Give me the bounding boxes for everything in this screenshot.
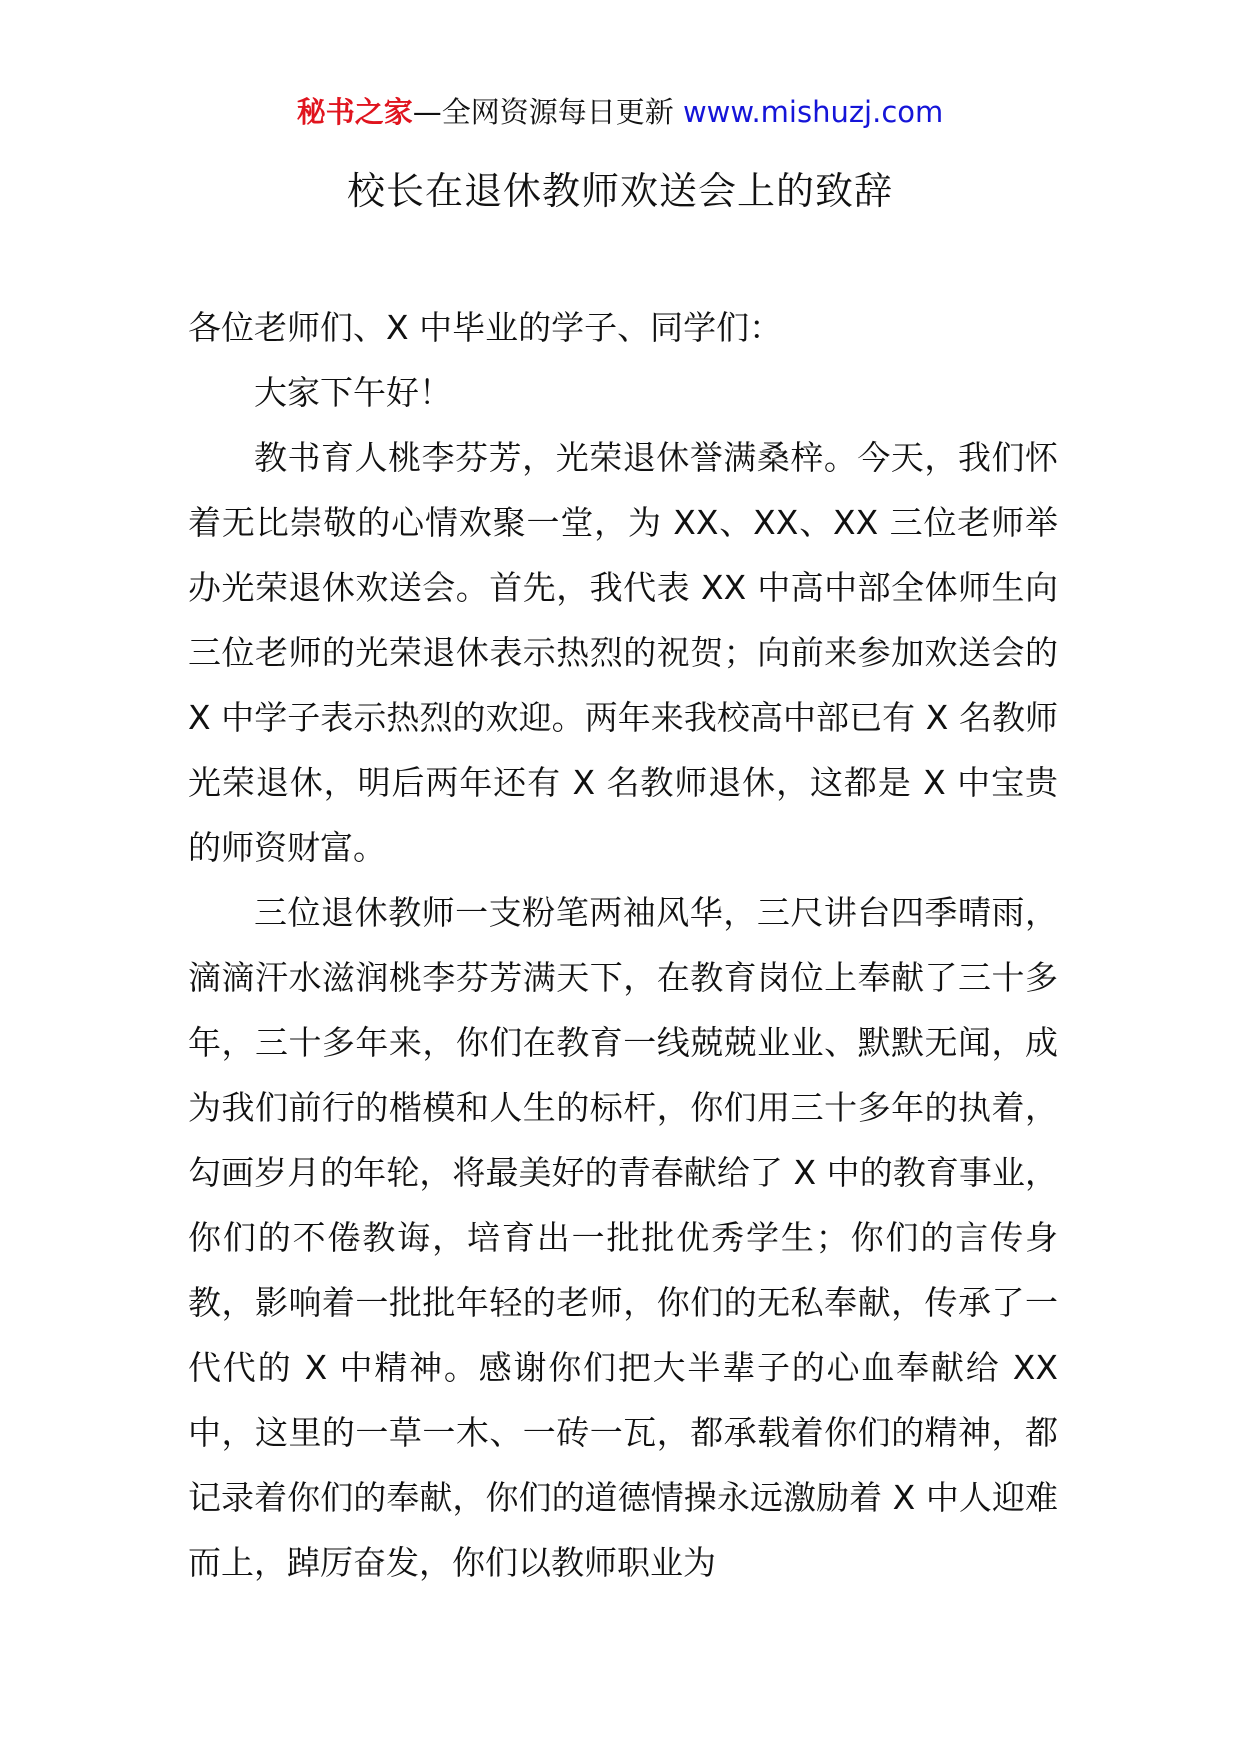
document-body [188,295,1058,1595]
site-header [0,92,1240,132]
greeting: 大家下午好！ [254,373,452,412]
header-tagline: —全网资源每日更新 [412,95,683,129]
body-paragraph: 教书育人桃李芬芳，光荣退休誉满桑梓。今天，我们怀着无比崇敬的心情欢聚一堂，为 XX、XX、XX 三位老师举办光荣退休欢送会。首先，我代表 XX 中高中部全体师生向三位老师的光荣退休表示热烈的祝贺；向前来参加欢送会的 X 中学子表示热烈的欢迎。两年来我校高中部已有 X 名教师光荣退休，明后两年还有 X 名教师退休，这都是 X 中宝贵的师资财富。 [188,438,1058,867]
body-paragraph: 三位退休教师一支粉笔两袖风华，三尺讲台四季晴雨，滴滴汗水滋润桃李芬芳满天下，在教育岗位上奉献了三十多年，三十多年来，你们在教育一线兢兢业业、默默无闻，成为我们前行的楷模和人生的标杆，你们用三十多年的执着，勾画岁月的年轮，将最美好的青春献给了 X 中的教育事业，你们的不倦教诲，培育出一批批优秀学生；你们的言传身教，影响着一批批年轻的老师，你们的无私奉献，传承了一代代的 X 中精神。感谢你们把大半辈子的心血奉献给 XX 中，这里的一草一木、一砖一瓦，都承载着你们的精神，都记录着你们的奉献，你们的道德情操永远激励着 X 中人迎难而上，踔厉奋发，你们以教师职业为 [188,893,1058,1582]
site-url-link[interactable]: www.mishuzj.com [682,95,944,129]
document-title: 校长在退休教师欢送会上的致辞 [346,169,893,213]
brand-name: 秘书之家 [296,95,413,129]
salutation: 各位老师们、X 中毕业的学子、同学们： [188,308,783,347]
